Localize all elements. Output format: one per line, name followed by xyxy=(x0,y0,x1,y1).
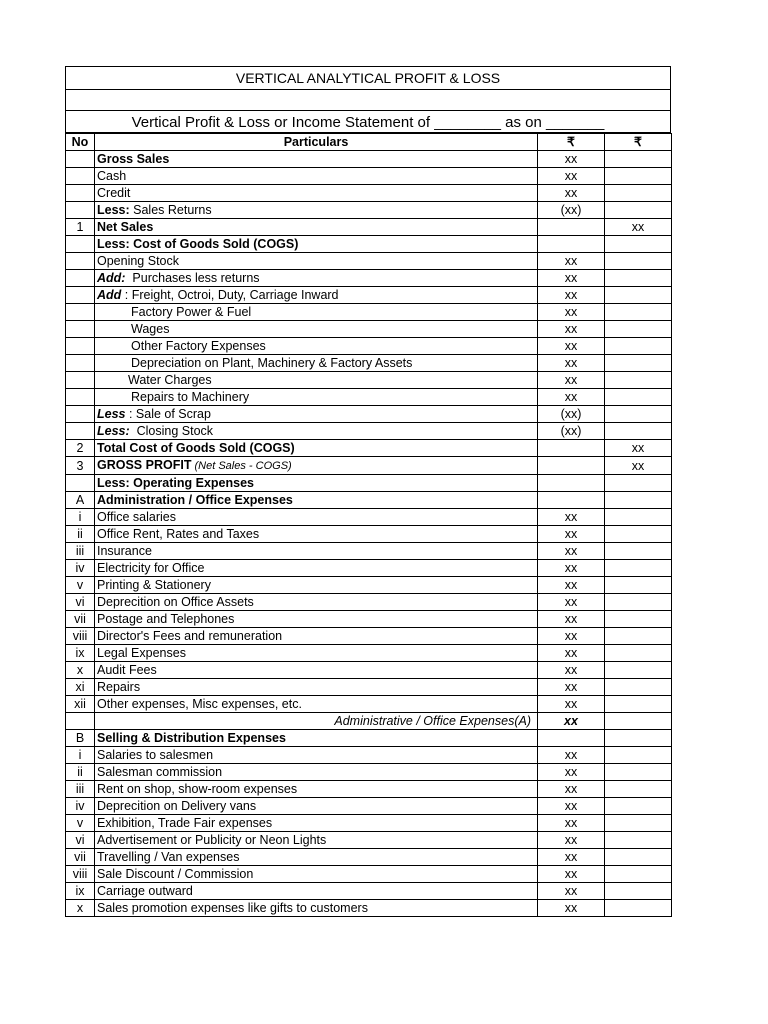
row-particulars xyxy=(95,577,538,594)
row-amount-col2 xyxy=(605,287,672,304)
row-amount-col1: xx xyxy=(538,866,605,883)
table-row xyxy=(66,492,672,509)
row-amount-col2 xyxy=(605,304,672,321)
row-amount-col1 xyxy=(538,475,605,492)
table-row xyxy=(66,628,672,645)
row-amount-col1: xx xyxy=(538,696,605,713)
row-amount-col1: xx xyxy=(538,304,605,321)
header-amount-col1: ₹ xyxy=(538,134,605,151)
row-amount-col1: (xx) xyxy=(538,406,605,423)
table-row xyxy=(66,389,672,406)
row-number xyxy=(66,168,95,185)
table-row xyxy=(66,713,672,730)
row-particulars xyxy=(95,253,538,270)
table-row xyxy=(66,730,672,747)
row-number: v xyxy=(66,577,95,594)
row-particulars xyxy=(95,151,538,168)
row-number: xii xyxy=(66,696,95,713)
row-amount-col2 xyxy=(605,168,672,185)
row-amount-col1: xx xyxy=(538,815,605,832)
row-amount-col2 xyxy=(605,883,672,900)
row-amount-col1 xyxy=(538,457,605,475)
row-particulars xyxy=(95,338,538,355)
row-amount-col2 xyxy=(605,815,672,832)
row-amount-col1: xx xyxy=(538,321,605,338)
row-amount-col1 xyxy=(538,440,605,457)
row-amount-col2 xyxy=(605,628,672,645)
table-row xyxy=(66,457,672,475)
row-particulars xyxy=(95,423,538,440)
row-particulars xyxy=(95,287,538,304)
table-row xyxy=(66,321,672,338)
table-row xyxy=(66,270,672,287)
row-particulars xyxy=(95,475,538,492)
row-label: Advertisement or Publicity or Neon Lights xyxy=(97,833,327,847)
row-label: Director's Fees and remuneration xyxy=(97,629,283,643)
row-number xyxy=(66,270,95,287)
row-number: viii xyxy=(66,866,95,883)
row-particulars xyxy=(95,168,538,185)
row-amount-col2 xyxy=(605,423,672,440)
table-row xyxy=(66,509,672,526)
row-prefix: Less xyxy=(97,407,126,421)
table-row xyxy=(66,202,672,219)
table-row xyxy=(66,219,672,236)
row-note: (Net Sales - COGS) xyxy=(191,460,292,472)
row-amount-col2 xyxy=(605,611,672,628)
table-row xyxy=(66,747,672,764)
table-row xyxy=(66,526,672,543)
row-number xyxy=(66,713,95,730)
row-amount-col2 xyxy=(605,526,672,543)
row-number: vi xyxy=(66,594,95,611)
blank-row xyxy=(65,89,671,110)
row-label: Other expenses, Misc expenses, etc. xyxy=(97,697,302,711)
row-label: Wages xyxy=(131,322,170,336)
row-amount-col2 xyxy=(605,781,672,798)
row-number: x xyxy=(66,662,95,679)
row-particulars xyxy=(95,355,538,372)
table-row xyxy=(66,372,672,389)
row-amount-col2 xyxy=(605,236,672,253)
row-label: Administrative / Office Expenses(A) xyxy=(334,714,531,728)
row-label: Rent on shop, show-room expenses xyxy=(97,782,298,796)
row-label: Salesman commission xyxy=(97,765,223,779)
row-particulars xyxy=(95,866,538,883)
row-particulars xyxy=(95,321,538,338)
sheet-title: VERTICAL ANALYTICAL PROFIT & LOSS xyxy=(65,66,671,89)
row-number: vi xyxy=(66,832,95,849)
row-amount-col1: xx xyxy=(538,849,605,866)
row-label: Opening Stock xyxy=(97,254,179,268)
row-particulars xyxy=(95,628,538,645)
row-amount-col2 xyxy=(605,355,672,372)
row-number xyxy=(66,151,95,168)
row-number: B xyxy=(66,730,95,747)
row-label: : Freight, Octroi, Duty, Carriage Inward xyxy=(121,288,339,302)
row-particulars xyxy=(95,594,538,611)
table-row xyxy=(66,679,672,696)
row-amount-col2 xyxy=(605,509,672,526)
row-label: Credit xyxy=(97,186,131,200)
row-label: Office Rent, Rates and Taxes xyxy=(97,527,260,541)
row-amount-col2 xyxy=(605,594,672,611)
table-row xyxy=(66,475,672,492)
row-amount-col1: xx xyxy=(538,798,605,815)
row-label: Deprecition on Office Assets xyxy=(97,595,254,609)
row-particulars xyxy=(95,202,538,219)
row-number: viii xyxy=(66,628,95,645)
row-number: 3 xyxy=(66,457,95,475)
row-amount-col2 xyxy=(605,321,672,338)
row-number xyxy=(66,304,95,321)
row-particulars xyxy=(95,389,538,406)
row-number xyxy=(66,321,95,338)
row-amount-col1: (xx) xyxy=(538,202,605,219)
row-label: Legal Expenses xyxy=(97,646,186,660)
table-row xyxy=(66,849,672,866)
row-particulars xyxy=(95,832,538,849)
row-label: Total Cost of Goods Sold (COGS) xyxy=(97,441,295,455)
row-prefix: Less: xyxy=(97,203,130,217)
pl-table xyxy=(65,133,672,917)
row-label: Purchases less returns xyxy=(125,271,260,285)
row-amount-col1: xx xyxy=(538,883,605,900)
row-amount-col2 xyxy=(605,185,672,202)
row-label: Repairs to Machinery xyxy=(131,390,250,404)
row-amount-col1: xx xyxy=(538,628,605,645)
row-amount-col1: xx xyxy=(538,713,605,730)
row-label: Gross Sales xyxy=(97,152,170,166)
row-amount-col1: xx xyxy=(538,679,605,696)
row-amount-col1: xx xyxy=(538,253,605,270)
row-label: Factory Power & Fuel xyxy=(131,305,252,319)
row-number: ix xyxy=(66,645,95,662)
row-amount-col1: xx xyxy=(538,560,605,577)
row-amount-col1: xx xyxy=(538,611,605,628)
row-particulars xyxy=(95,730,538,747)
row-amount-col1: xx xyxy=(538,287,605,304)
row-particulars xyxy=(95,270,538,287)
row-number: iii xyxy=(66,781,95,798)
row-amount-col1: xx xyxy=(538,543,605,560)
row-amount-col2 xyxy=(605,713,672,730)
row-amount-col1: xx xyxy=(538,509,605,526)
row-number: A xyxy=(66,492,95,509)
row-number xyxy=(66,202,95,219)
row-amount-col1: xx xyxy=(538,526,605,543)
row-label: Salaries to salesmen xyxy=(97,748,214,762)
row-label: : Sale of Scrap xyxy=(125,407,211,421)
row-amount-col2 xyxy=(605,389,672,406)
row-label: Sale Discount / Commission xyxy=(97,867,254,881)
row-particulars xyxy=(95,509,538,526)
table-row xyxy=(66,900,672,917)
row-label: Carriage outward xyxy=(97,884,193,898)
table-row xyxy=(66,304,672,321)
row-particulars xyxy=(95,747,538,764)
row-label: Office salaries xyxy=(97,510,176,524)
row-number xyxy=(66,338,95,355)
row-number xyxy=(66,389,95,406)
row-amount-col2 xyxy=(605,679,672,696)
row-amount-col1: xx xyxy=(538,185,605,202)
row-number: iv xyxy=(66,560,95,577)
row-amount-col1: xx xyxy=(538,594,605,611)
row-number: ix xyxy=(66,883,95,900)
row-prefix: Less: xyxy=(97,424,130,438)
row-particulars xyxy=(95,611,538,628)
table-row xyxy=(66,355,672,372)
row-label: Selling & Distribution Expenses xyxy=(97,731,286,745)
row-number xyxy=(66,355,95,372)
row-amount-col2 xyxy=(605,151,672,168)
row-number xyxy=(66,423,95,440)
row-number xyxy=(66,475,95,492)
row-amount-col1: xx xyxy=(538,355,605,372)
table-row xyxy=(66,168,672,185)
row-amount-col2: xx xyxy=(605,440,672,457)
header-amount-col2: ₹ xyxy=(605,134,672,151)
row-particulars xyxy=(95,883,538,900)
row-amount-col2 xyxy=(605,492,672,509)
row-particulars xyxy=(95,492,538,509)
row-number: i xyxy=(66,509,95,526)
row-number: v xyxy=(66,815,95,832)
row-amount-col2: xx xyxy=(605,457,672,475)
row-label: Water Charges xyxy=(128,373,212,387)
row-label: Sales promotion expenses like gifts to customers xyxy=(97,901,368,915)
row-amount-col1: xx xyxy=(538,151,605,168)
row-particulars xyxy=(95,560,538,577)
row-particulars xyxy=(95,815,538,832)
table-row xyxy=(66,883,672,900)
table-row xyxy=(66,781,672,798)
row-label: Deprecition on Delivery vans xyxy=(97,799,257,813)
row-particulars xyxy=(95,679,538,696)
table-row xyxy=(66,151,672,168)
row-particulars xyxy=(95,440,538,457)
row-number xyxy=(66,185,95,202)
row-particulars xyxy=(95,457,538,475)
table-row xyxy=(66,185,672,202)
row-amount-col1: xx xyxy=(538,372,605,389)
pl-statement-sheet xyxy=(65,66,671,917)
table-row xyxy=(66,577,672,594)
row-particulars xyxy=(95,526,538,543)
row-particulars xyxy=(95,849,538,866)
row-amount-col2 xyxy=(605,543,672,560)
row-amount-col2 xyxy=(605,747,672,764)
row-amount-col2 xyxy=(605,764,672,781)
row-prefix: Add xyxy=(97,288,122,302)
row-amount-col2 xyxy=(605,866,672,883)
row-label: Printing & Stationery xyxy=(97,578,211,592)
row-label: Net Sales xyxy=(97,220,154,234)
row-particulars xyxy=(95,304,538,321)
row-amount-col2 xyxy=(605,900,672,917)
row-number xyxy=(66,253,95,270)
row-label: Insurance xyxy=(97,544,152,558)
row-amount-col1: xx xyxy=(538,270,605,287)
table-row xyxy=(66,815,672,832)
row-label: Travelling / Van expenses xyxy=(97,850,240,864)
row-particulars xyxy=(95,185,538,202)
table-row xyxy=(66,611,672,628)
row-number xyxy=(66,372,95,389)
table-row xyxy=(66,253,672,270)
table-row xyxy=(66,662,672,679)
row-amount-col1: xx xyxy=(538,747,605,764)
statement-subtitle: Vertical Profit & Loss or Income Statement of ________ as on _______ xyxy=(65,110,671,133)
row-label: Audit Fees xyxy=(97,663,157,677)
row-number: ii xyxy=(66,764,95,781)
row-amount-col1: (xx) xyxy=(538,423,605,440)
table-row xyxy=(66,287,672,304)
row-particulars xyxy=(95,696,538,713)
row-amount-col2 xyxy=(605,849,672,866)
row-amount-col1 xyxy=(538,492,605,509)
row-amount-col2: xx xyxy=(605,219,672,236)
table-body xyxy=(66,151,672,917)
table-row xyxy=(66,236,672,253)
row-amount-col2 xyxy=(605,202,672,219)
row-number: ii xyxy=(66,526,95,543)
row-particulars xyxy=(95,662,538,679)
row-particulars xyxy=(95,543,538,560)
row-number: vii xyxy=(66,849,95,866)
row-amount-col2 xyxy=(605,832,672,849)
table-row xyxy=(66,440,672,457)
row-amount-col2 xyxy=(605,475,672,492)
row-label: Repairs xyxy=(97,680,141,694)
row-label: Closing Stock xyxy=(129,424,214,438)
row-label: Exhibition, Trade Fair expenses xyxy=(97,816,273,830)
table-row xyxy=(66,866,672,883)
row-particulars xyxy=(95,781,538,798)
row-number: x xyxy=(66,900,95,917)
row-label: Less: Cost of Goods Sold (COGS) xyxy=(97,237,299,251)
row-amount-col2 xyxy=(605,696,672,713)
row-number: 1 xyxy=(66,219,95,236)
table-row xyxy=(66,406,672,423)
row-label: Administration / Office Expenses xyxy=(97,493,293,507)
row-amount-col2 xyxy=(605,577,672,594)
row-label: GROSS PROFIT xyxy=(97,458,192,472)
row-amount-col1: xx xyxy=(538,900,605,917)
row-amount-col2 xyxy=(605,662,672,679)
row-number: iv xyxy=(66,798,95,815)
row-number xyxy=(66,287,95,304)
row-particulars xyxy=(95,406,538,423)
table-row xyxy=(66,594,672,611)
row-amount-col2 xyxy=(605,372,672,389)
row-amount-col2 xyxy=(605,338,672,355)
table-row xyxy=(66,764,672,781)
row-label: Postage and Telephones xyxy=(97,612,235,626)
row-particulars xyxy=(95,798,538,815)
row-amount-col2 xyxy=(605,798,672,815)
row-amount-col2 xyxy=(605,253,672,270)
row-number xyxy=(66,406,95,423)
row-amount-col1: xx xyxy=(538,338,605,355)
table-row xyxy=(66,832,672,849)
row-amount-col1: xx xyxy=(538,832,605,849)
table-row xyxy=(66,696,672,713)
row-number xyxy=(66,236,95,253)
header-no: No xyxy=(66,134,95,151)
row-amount-col2 xyxy=(605,730,672,747)
row-amount-col1: xx xyxy=(538,389,605,406)
row-amount-col1: xx xyxy=(538,764,605,781)
header-particulars: Particulars xyxy=(95,134,538,151)
row-number: xi xyxy=(66,679,95,696)
row-number: vii xyxy=(66,611,95,628)
table-row xyxy=(66,338,672,355)
row-particulars xyxy=(95,713,538,730)
table-header-row xyxy=(66,134,672,151)
row-number: iii xyxy=(66,543,95,560)
row-particulars xyxy=(95,900,538,917)
table-row xyxy=(66,798,672,815)
row-amount-col1: xx xyxy=(538,645,605,662)
row-amount-col2 xyxy=(605,560,672,577)
row-amount-col1: xx xyxy=(538,168,605,185)
row-particulars xyxy=(95,219,538,236)
table-row xyxy=(66,560,672,577)
row-amount-col1 xyxy=(538,730,605,747)
table-row xyxy=(66,645,672,662)
row-amount-col2 xyxy=(605,270,672,287)
row-amount-col1 xyxy=(538,236,605,253)
row-amount-col1 xyxy=(538,219,605,236)
table-row xyxy=(66,423,672,440)
row-label: Electricity for Office xyxy=(97,561,205,575)
row-particulars xyxy=(95,372,538,389)
table-row xyxy=(66,543,672,560)
row-amount-col1: xx xyxy=(538,577,605,594)
row-particulars xyxy=(95,645,538,662)
row-label: Less: Operating Expenses xyxy=(97,476,255,490)
row-number: i xyxy=(66,747,95,764)
row-label: Other Factory Expenses xyxy=(131,339,266,353)
row-label: Sales Returns xyxy=(129,203,212,217)
row-number: 2 xyxy=(66,440,95,457)
row-particulars xyxy=(95,236,538,253)
row-label: Depreciation on Plant, Machinery & Factory Assets xyxy=(131,356,413,370)
row-label: Cash xyxy=(97,169,127,183)
row-amount-col2 xyxy=(605,645,672,662)
row-amount-col1: xx xyxy=(538,781,605,798)
row-particulars xyxy=(95,764,538,781)
row-amount-col1: xx xyxy=(538,662,605,679)
row-prefix: Add: xyxy=(97,271,126,285)
row-amount-col2 xyxy=(605,406,672,423)
